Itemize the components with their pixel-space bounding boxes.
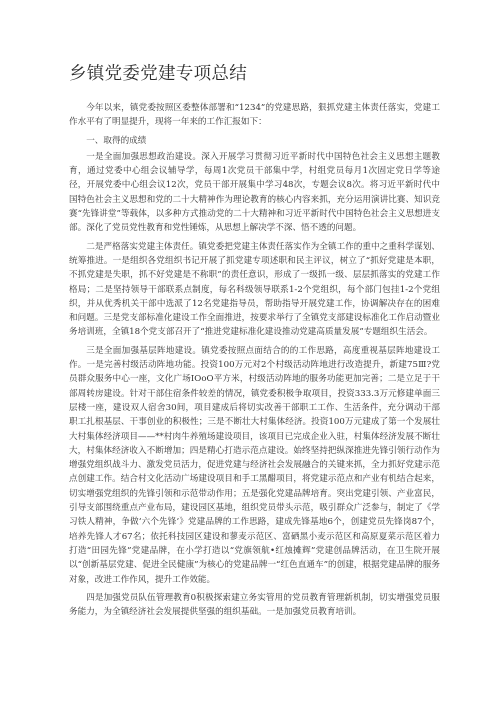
page-title: 乡镇党委党建专项总结 bbox=[69, 64, 247, 84]
paragraph-political-building: 一是全面加强思想政治建设。深入开展学习贯彻习近平新时代中国特色社会主义思想主题教育，通过党委中心组会议辅导学，每周1次党员干部集中学，村组党员每月1次固定党日学等途径，开展党委中心组会议12次，党员干部开展集中学习48次，专题会议8次。将习近平新时代中国特色社会主义思想和党的二十大精神作为理论教育的核心内容来抓，充分运用演讲比赛、知识竞赛“先锋讲堂”等载体，以多种方式推动党的二十大精神和习近平新时代中国特色社会主义思想进支部。深化了党员党性教育和党性锤炼，从思想上解决学不深、悟不透的问题。 bbox=[69, 151, 440, 234]
document-body bbox=[69, 101, 440, 619]
paragraph-grassroots-positions: 三是全面加强基层阵地建设。镇党委按照点面结合的的工作思路，高度重视基层阵地建设工作。一是完善村级活动阵地功能。投资100万元对2个村级活动阵地进行改造提升，新建75Ⅲ?党员群众服务中心一座，文化广场IOoO平方米，村级活动阵地的服务功能更加完善；二是立足于干部周转房建设。针对干部住宿条件较差的情况，镇党委积极争取项目，投资333.3万元修建单面三层楼一座，建设双人宿舍30间，项目建成后将切实改善干部职工工作、生活条件，充分调动干部职工扎根基层、干事创业的积极性；三是不断壮大村集体经济。投资100万元建成了第一个发展壮大村集体经济项目——**村肉牛养殖场建设项目，该项目已完成企业入驻，村集体经济发展不断壮大，村集体经济收入不断增加；四是精心打造示范点建设。始终坚持把纵深推进先锋引领行动作为增强党组织战斗力、激发党员活力，促进党建与经济社会发展融合的关键来抓，全力抓好党建示范点创建工作。结合村文化活动广场建设项目和手工黑醋项目，将党建示范点和产业有机结合起来，切实增强党组织的先锋引领和示范带动作用；五是强化党建品牌培育。突出党建引领、产业富民，引导支部围绕重点产业布局，建设园区基地，组织党员带头示范，吸引群众广泛参与，制定了《学习铁人精神，争做‘六个先锋’》党建品牌的工作思路，建成先锋基地6个，创建党员先锋岗87个，培养先锋人才67名；依托科技园区建设和蓼麦示范区、富硒黑小麦示范区和高原夏菜示范区着力打造“田园先锋”党建品牌，在小学打造以“党旗领航•红烛摊辉”党建创品牌活动，在卫生院开展以“创新基层党建、促进全民健康”为核心的党建品牌一“红色直通车”的创建，根据党建品牌的服务对象，改进工作作风，提升工作效能。 bbox=[69, 345, 440, 585]
intro-paragraph: 今年以来，镇党委按照区委整体部署和“1234”的党建思路，狠抓党建主体责任落实，党建工作水平有了明显提升，现将一年来的工作汇报如下： bbox=[69, 103, 440, 128]
section-heading: 一、取得的成绩 bbox=[86, 135, 147, 146]
paragraph-party-member-management: 四是加强党员队伍管理教育0积极探索建立务实管用的党员教育管理新机制，切实增强党员服务能力，为全镇经济社会发展提供坚强的组织基础。一是加强党员教育培训。 bbox=[69, 592, 440, 618]
paragraph-responsibility: 二是严格落实党建主体责任。镇党委把党建主体责任落实作为全镇工作的重中之重科学谋划、统筹推进。一是组织各党组织书记开展了抓党建专项述职和民主评议，树立了“抓好党建是本职，不抓党建是失职，抓不好党建是不称职”的责任意识，形成了一级抓一级、层层抓落实的党建工作格局；二是坚持领导干部联系点制度，每名科级领导联系1-2个党组织，每个部门包挂1-2个党组织，并从优秀机关干部中选派了12名党建指导员，帮助指导开展党建工作，协调解决存在的困难和问题。三是党支部标准化建设工作全面推进，按要求举行了全镇党支部建设标准化工作启动暨业务培训班，全镇18个党支部召开了“推进党建标准化建设推动党建高质量发展”专题组织生活会。 bbox=[69, 241, 440, 338]
